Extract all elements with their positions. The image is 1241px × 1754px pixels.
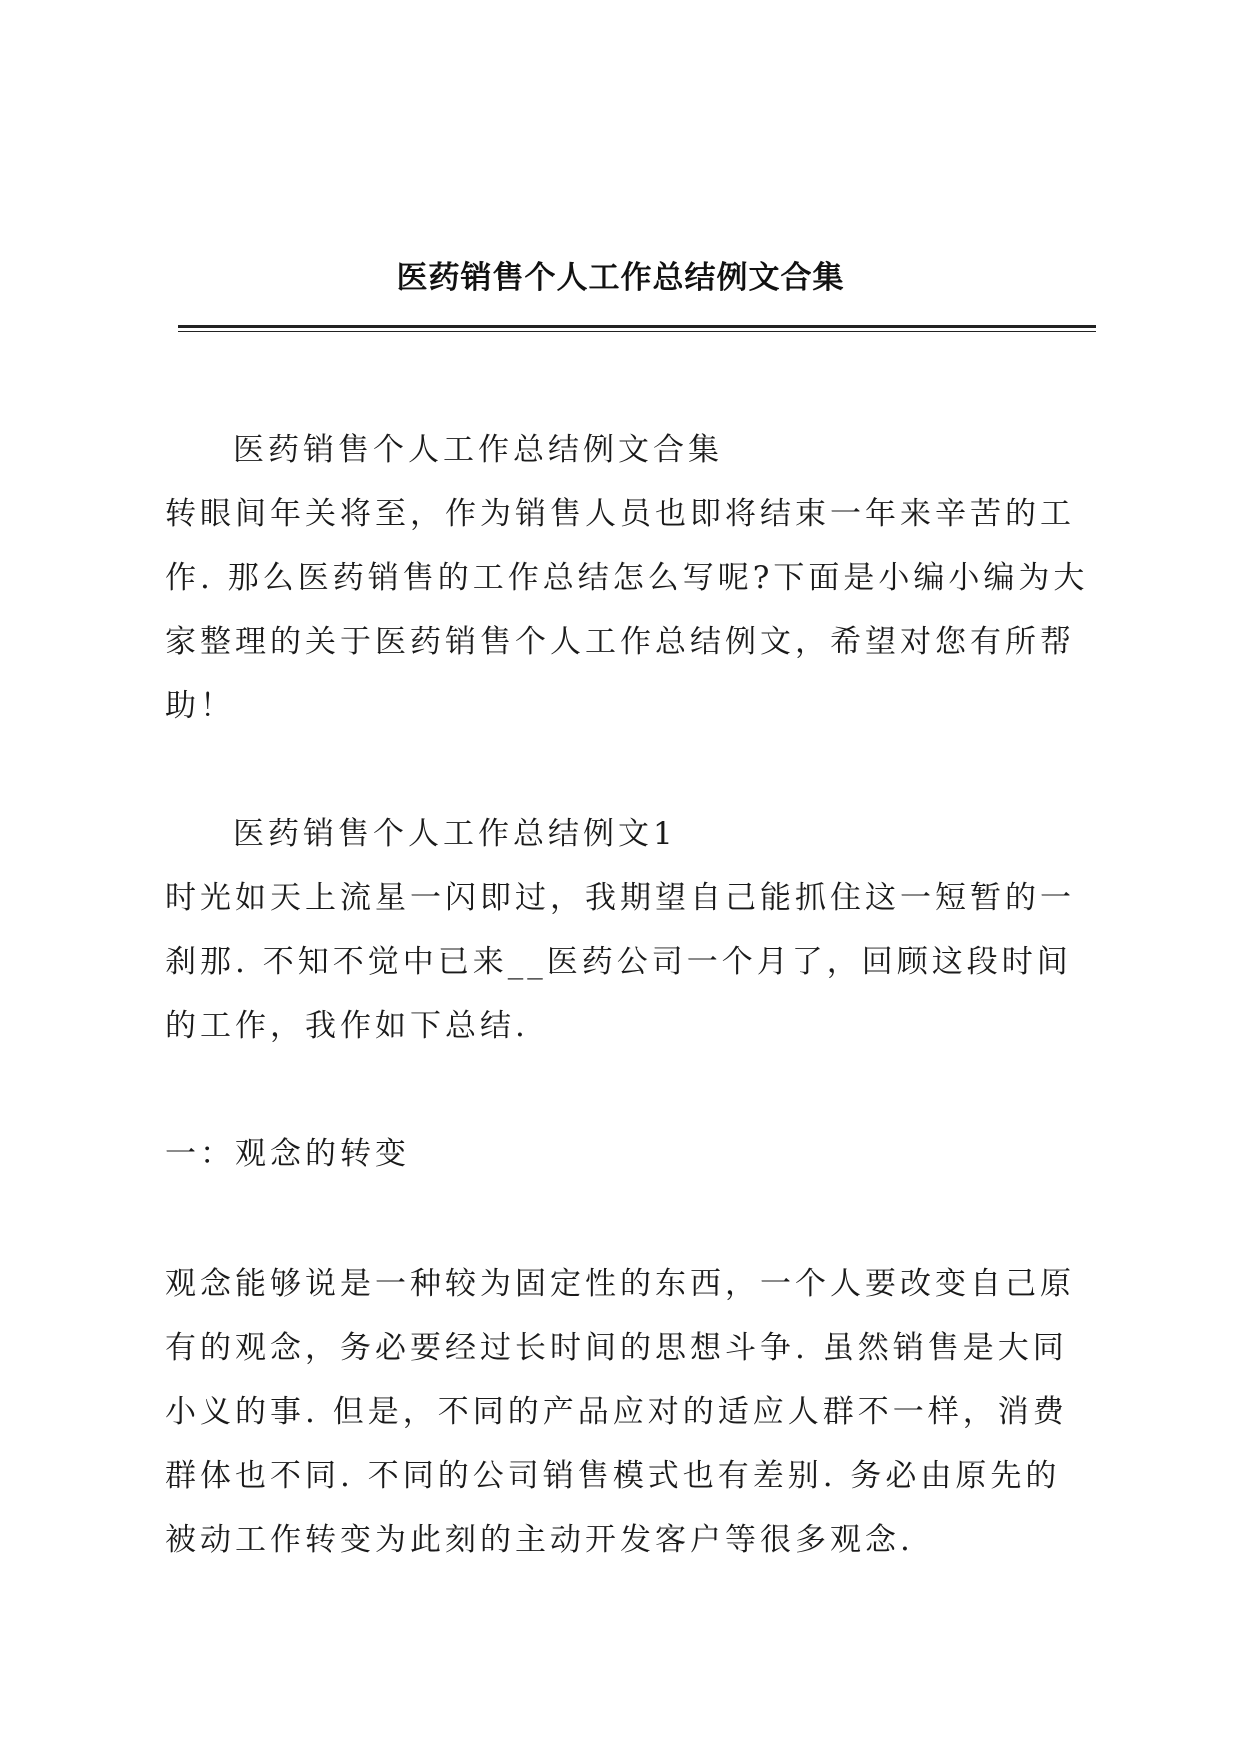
subtitle-paragraph: 医药销售个人工作总结例文合集	[233, 432, 723, 468]
section-title-example-1: 医药销售个人工作总结例文1	[233, 816, 677, 852]
concept-change-paragraph: 观念能够说是一种较为固定性的东西，一个人要改变自己原有的观念，务必要经过长时间的思想斗争. 虽然销售是大同小义的事. 但是，不同的产品应对的适应人群不一样，消费群体也不同. 不同的公司销售模式也有差别. 务必由原先的被动工作转变为此刻的主动开发客户等很多观念.	[165, 1266, 1075, 1558]
title-rule-thin	[178, 331, 1096, 332]
document-body	[165, 418, 1095, 1572]
document-title: 医药销售个人工作总结例文合集	[396, 260, 845, 296]
title-rule-thick	[178, 325, 1096, 328]
example-1-opening-paragraph: 时光如天上流星一闪即过，我期望自己能抓住这一短暂的一刹那. 不知不觉中已来__医药公司一个月了，回顾这段时间的工作，我作如下总结.	[165, 880, 1075, 1044]
section-heading-concept-change: 一：观念的转变	[165, 1136, 410, 1172]
intro-paragraph: 转眼间年关将至，作为销售人员也即将结束一年来辛苦的工作. 那么医药销售的工作总结怎么写呢?下面是小编小编为大家整理的关于医药销售个人工作总结例文，希望对您有所帮助！	[165, 496, 1089, 724]
